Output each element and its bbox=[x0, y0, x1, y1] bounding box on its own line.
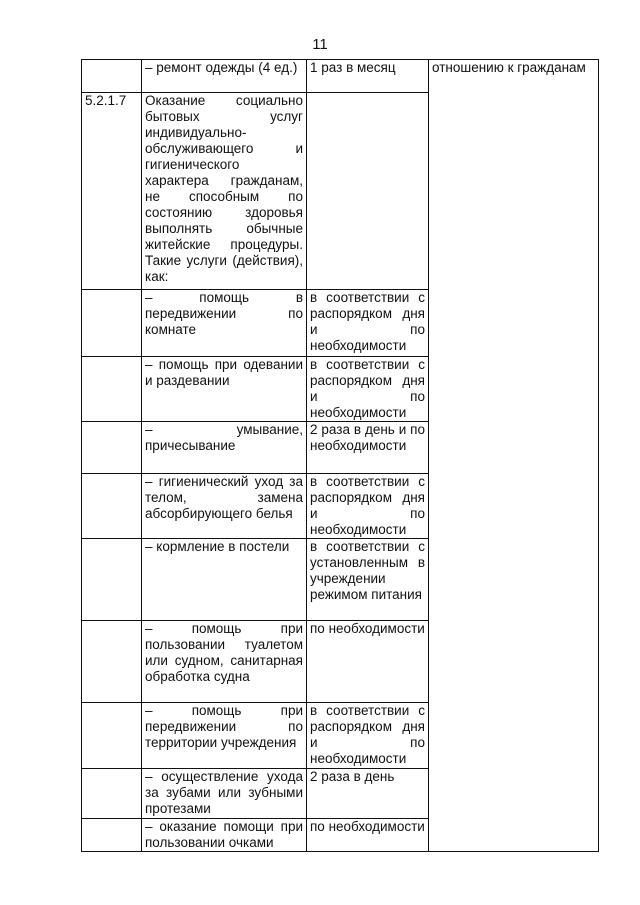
service-frequency: 2 раза в день bbox=[307, 769, 429, 819]
service-frequency: 1 раз в месяц bbox=[307, 60, 429, 93]
item-number bbox=[82, 422, 142, 474]
service-frequency: 2 раза в день и по необходимости bbox=[307, 422, 429, 474]
service-frequency: в соответствии с распорядком дня и по необходимости bbox=[307, 703, 429, 769]
service-description: – помощь в передвижении по комнате bbox=[142, 290, 307, 357]
item-number bbox=[82, 290, 142, 357]
service-description: – помощь при одевании и раздевании bbox=[142, 357, 307, 422]
service-frequency: в соответствии с распорядком дня и по необходимости bbox=[307, 357, 429, 422]
service-description: – умывание, причесывание bbox=[142, 422, 307, 474]
service-description: – помощь при передвижении по территории учреждения bbox=[142, 703, 307, 769]
service-frequency: в соответствии с установленным в учреждении режимом питания bbox=[307, 539, 429, 621]
service-description: – помощь при пользовании туалетом или судном, санитарная обработка судна bbox=[142, 621, 307, 703]
service-frequency: по необходимости bbox=[307, 819, 429, 852]
service-frequency: в соответствии с распорядком дня и по необходимости bbox=[307, 290, 429, 357]
service-frequency: по необходимости bbox=[307, 621, 429, 703]
service-frequency bbox=[307, 93, 429, 290]
service-description: – оказание помощи при пользовании очками bbox=[142, 819, 307, 852]
page-number: 11 bbox=[312, 36, 328, 53]
service-frequency: в соответствии с распорядком дня и по необходимости bbox=[307, 474, 429, 539]
service-description: – ремонт одежды (4 ед.) bbox=[142, 60, 307, 93]
service-description: – гигиенический уход за телом, замена абсорбирующего белья bbox=[142, 474, 307, 539]
item-number bbox=[82, 357, 142, 422]
services-table bbox=[81, 59, 599, 852]
recipient-note: отношению к гражданам bbox=[429, 60, 599, 852]
service-description: Оказание социально бытовых услуг индивидуально-обслуживающего и гигиенического характера гражданам, не способным по состоянию здоровья выполнять обычные житейские процедуры. Такие услуги (действия), как: bbox=[142, 93, 307, 290]
item-number bbox=[82, 819, 142, 852]
item-number bbox=[82, 474, 142, 539]
item-number bbox=[82, 703, 142, 769]
item-number bbox=[82, 60, 142, 93]
table-row bbox=[82, 60, 599, 93]
service-description: – кормление в постели bbox=[142, 539, 307, 621]
item-number bbox=[82, 539, 142, 621]
item-number bbox=[82, 769, 142, 819]
item-number: 5.2.1.7 bbox=[82, 93, 142, 290]
service-description: – осуществление ухода за зубами или зубными протезами bbox=[142, 769, 307, 819]
item-number bbox=[82, 621, 142, 703]
